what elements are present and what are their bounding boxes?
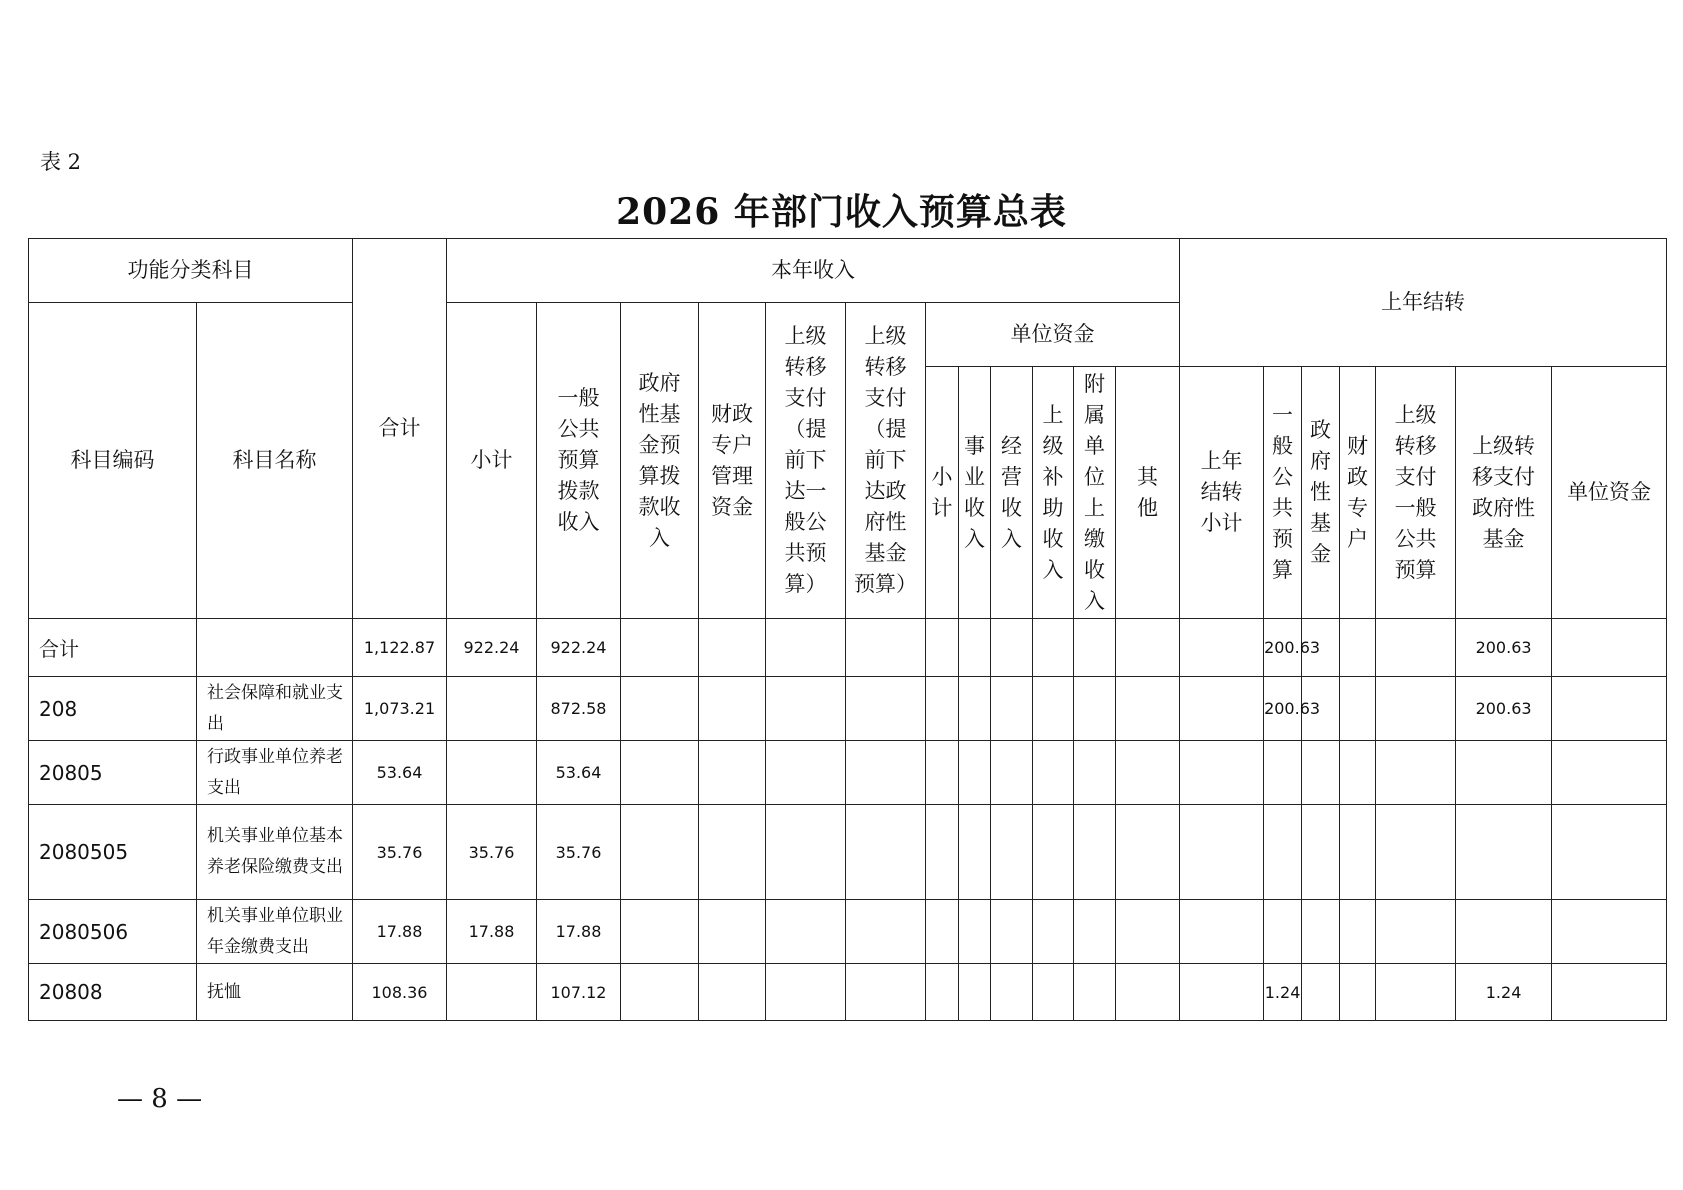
header-total: 合计 bbox=[353, 239, 447, 619]
header-upper-transfer-general bbox=[766, 303, 846, 619]
cell-code: 2080505 bbox=[29, 805, 197, 900]
cell-subtotal: 35.76 bbox=[447, 805, 537, 900]
header-unit-subtotal bbox=[926, 367, 959, 619]
page-title: 2026 年部门收入预算总表 bbox=[616, 191, 1067, 233]
header-other bbox=[1116, 367, 1180, 619]
table-row bbox=[29, 677, 1667, 741]
header-carry-upper-transfer-fund bbox=[1456, 367, 1552, 619]
header-carry-general-public bbox=[1264, 367, 1302, 619]
header-carry-upper-transfer-fund-text: 上级转 移支付 政府性 基金 bbox=[1472, 433, 1536, 551]
header-subject-code: 科目编码 bbox=[29, 303, 197, 619]
cell-total: 53.64 bbox=[353, 741, 447, 805]
header-upper-transfer-fund-text: 上级 转移 支付 （提 前下 达政 府性 基金 预算） bbox=[854, 324, 917, 596]
cell-name bbox=[197, 619, 353, 677]
cell-name: 社会保障和就业支出 bbox=[197, 677, 353, 741]
cell-code: 20805 bbox=[29, 741, 197, 805]
header-functional-category: 功能分类科目 bbox=[29, 239, 353, 303]
header-carryover-subtotal bbox=[1180, 367, 1264, 619]
header-operating-income bbox=[991, 367, 1033, 619]
table-row bbox=[29, 964, 1667, 1021]
cell-subtotal bbox=[447, 964, 537, 1021]
cell-carry-transfer-general bbox=[1456, 741, 1552, 805]
cell-total: 35.76 bbox=[353, 805, 447, 900]
cell-carry-transfer-general: 1.24 bbox=[1456, 964, 1552, 1021]
cell-carry-transfer-general bbox=[1456, 805, 1552, 900]
cell-name: 行政事业单位养老支出 bbox=[197, 741, 353, 805]
header-other-text: 其他 bbox=[1137, 464, 1159, 520]
header-carry-fiscal-special-text: 财政专户 bbox=[1347, 433, 1369, 551]
table-row bbox=[29, 619, 1667, 677]
income-budget-table bbox=[28, 238, 1667, 1021]
cell-carry-transfer-general: 200.63 bbox=[1456, 619, 1552, 677]
table-row bbox=[29, 741, 1667, 805]
header-current-year-income: 本年收入 bbox=[447, 239, 1180, 303]
header-carry-gov-fund bbox=[1302, 367, 1340, 619]
header-fiscal-special-text: 财政 专户 管理 资金 bbox=[711, 401, 753, 519]
cell-subtotal bbox=[447, 741, 537, 805]
page-number: — 8 — bbox=[117, 1084, 203, 1114]
header-gov-fund-budget-text: 政府 性基 金预 算拨 款收 入 bbox=[638, 370, 681, 550]
header-business-income-text: 事业收入 bbox=[963, 433, 985, 551]
header-general-public-budget-text: 一般 公共 预算 拨款 收入 bbox=[557, 386, 600, 534]
cell-name: 抚恤 bbox=[197, 964, 353, 1021]
header-affiliated-payment bbox=[1074, 367, 1116, 619]
header-carryover-subtotal-text: 上年 结转 小计 bbox=[1200, 449, 1243, 535]
cell-general: 35.76 bbox=[537, 805, 621, 900]
cell-general: 53.64 bbox=[537, 741, 621, 805]
cell-carry-subtotal: 200.63 bbox=[1264, 677, 1302, 741]
header-subtotal: 小计 bbox=[447, 303, 537, 619]
cell-carry-subtotal: 1.24 bbox=[1264, 964, 1302, 1021]
header-superior-subsidy-text: 上级补助收入 bbox=[1042, 402, 1064, 582]
cell-total: 1,122.87 bbox=[353, 619, 447, 677]
header-carry-upper-transfer-general-text: 上级 转移 支付 一般 公共 预算 bbox=[1394, 402, 1437, 582]
cell-subtotal: 17.88 bbox=[447, 900, 537, 964]
table-number-label: 表 2 bbox=[40, 150, 82, 174]
cell-carry-transfer-general: 200.63 bbox=[1456, 677, 1552, 741]
cell-general: 107.12 bbox=[537, 964, 621, 1021]
cell-code: 208 bbox=[29, 677, 197, 741]
cell-name: 机关事业单位基本养老保险缴费支出 bbox=[197, 805, 353, 900]
header-general-public-budget bbox=[537, 303, 621, 619]
header-affiliated-payment-text: 附属单位上缴收入 bbox=[1083, 371, 1105, 613]
table-row bbox=[29, 805, 1667, 900]
cell-subtotal: 922.24 bbox=[447, 619, 537, 677]
header-business-income bbox=[959, 367, 991, 619]
header-unit-funds: 单位资金 bbox=[926, 303, 1180, 367]
header-carry-gov-fund-text: 政府性基金 bbox=[1310, 418, 1332, 566]
header-superior-subsidy bbox=[1033, 367, 1074, 619]
cell-total: 108.36 bbox=[353, 964, 447, 1021]
cell-subtotal bbox=[447, 677, 537, 741]
header-carry-unit-funds: 单位资金 bbox=[1552, 367, 1667, 619]
cell-total: 1,073.21 bbox=[353, 677, 447, 741]
cell-code: 2080506 bbox=[29, 900, 197, 964]
header-carry-fiscal-special bbox=[1340, 367, 1376, 619]
header-upper-transfer-general-text: 上级 转移 支付 （提 前下 达一 般公 共预 算） bbox=[784, 324, 827, 596]
header-carry-upper-transfer-general bbox=[1376, 367, 1456, 619]
cell-carry-transfer-general bbox=[1456, 900, 1552, 964]
cell-general: 872.58 bbox=[537, 677, 621, 741]
header-upper-transfer-fund bbox=[846, 303, 926, 619]
cell-carry-subtotal bbox=[1264, 741, 1302, 805]
header-fiscal-special bbox=[699, 303, 766, 619]
cell-code: 合计 bbox=[29, 619, 197, 677]
header-operating-income-text: 经营收入 bbox=[1000, 433, 1022, 551]
cell-general: 17.88 bbox=[537, 900, 621, 964]
cell-total: 17.88 bbox=[353, 900, 447, 964]
header-unit-subtotal-text: 小计 bbox=[931, 464, 953, 520]
cell-carry-subtotal: 200.63 bbox=[1264, 619, 1302, 677]
cell-carry-subtotal bbox=[1264, 805, 1302, 900]
cell-general: 922.24 bbox=[537, 619, 621, 677]
header-carry-general-public-text: 一般公共预算 bbox=[1272, 402, 1294, 582]
cell-carry-subtotal bbox=[1264, 900, 1302, 964]
cell-code: 20808 bbox=[29, 964, 197, 1021]
header-subject-name: 科目名称 bbox=[197, 303, 353, 619]
table-row bbox=[29, 900, 1667, 964]
header-prior-year-carryover: 上年结转 bbox=[1180, 239, 1667, 367]
cell-name: 机关事业单位职业年金缴费支出 bbox=[197, 900, 353, 964]
header-gov-fund-budget bbox=[621, 303, 699, 619]
